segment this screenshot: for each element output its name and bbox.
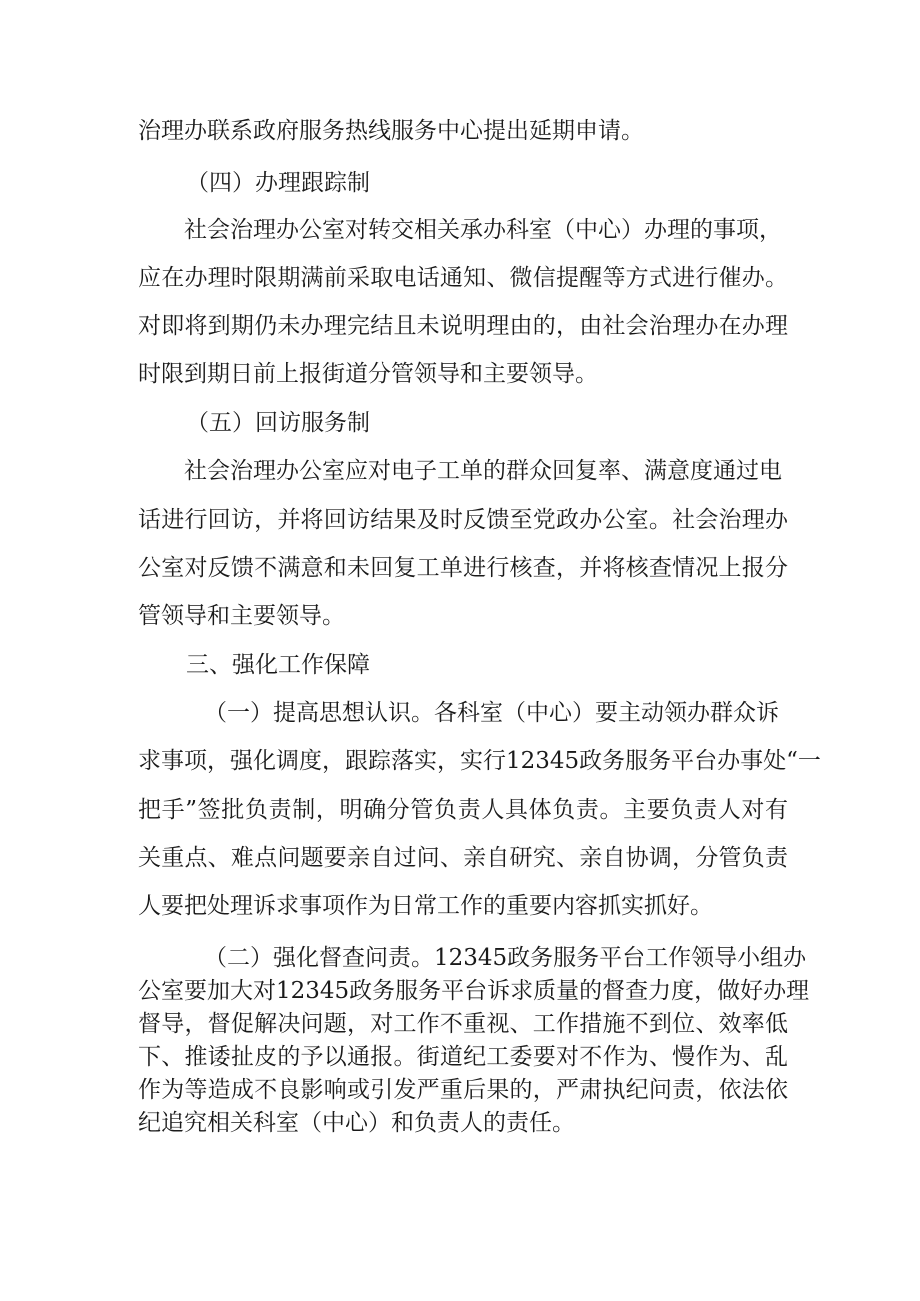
paragraph-line: 人要把处理诉求事项作为日常工作的重要内容抓实抓好。 [138, 893, 713, 919]
paragraph-line: 社会治理办公室对转交相关承办科室（中心）办理的事项， [184, 217, 782, 243]
chapter-heading-3: 三、强化工作保障 [186, 652, 370, 678]
paragraph-line: 关重点、难点问题要亲自过问、亲自研究、亲自协调，分管负责 [138, 845, 788, 871]
paragraph-line: 下、推诿扯皮的予以通报。街道纪工委要对不作为、慢作为、乱 [138, 1044, 788, 1070]
paragraph-line: 社会治理办公室应对电子工单的群众回复率、满意度通过电 [184, 458, 782, 484]
paragraph-line: 对即将到期仍未办理完结且未说明理由的，由社会治理办在办理 [138, 313, 788, 339]
paragraph-line: 作为等造成不良影响或引发严重后果的，严肃执纪问责，依法依 [138, 1077, 788, 1103]
paragraph-line: 求事项，强化调度，跟踪落实，实行12345政务服务平台办事处“一 [138, 748, 821, 774]
paragraph-line: 把手”签批负责制，明确分管负责人具体负责。主要负责人对有 [138, 797, 788, 823]
paragraph-line: （二）强化督查问责。12345政务服务平台工作领导小组办 [204, 945, 807, 971]
paragraph-line: 话进行回访，并将回访结果及时反馈至党政办公室。社会治理办 [138, 507, 788, 533]
section-heading-4: （四）办理跟踪制 [186, 170, 370, 196]
paragraph-line: 治理办联系政府服务热线服务中心提出延期申请。 [138, 118, 644, 144]
paragraph-line: 纪追究相关科室（中心）和负责人的责任。 [138, 1110, 575, 1136]
paragraph-line: 公室对反馈不满意和未回复工单进行核查，并将核查情况上报分 [138, 555, 788, 581]
section-heading-5: （五）回访服务制 [186, 410, 370, 436]
paragraph-line: 公室要加大对12345政务服务平台诉求质量的督查力度，做好办理 [138, 978, 810, 1004]
paragraph-line: 督导，督促解决问题，对工作不重视、工作措施不到位、效率低 [138, 1011, 788, 1037]
paragraph-line: （一）提高思想认识。各科室（中心）要主动领办群众诉 [204, 700, 779, 726]
paragraph-line: 应在办理时限期满前采取电话通知、微信提醒等方式进行催办。 [138, 265, 788, 291]
paragraph-line: 管领导和主要领导。 [138, 603, 345, 629]
paragraph-line: 时限到期日前上报街道分管领导和主要领导。 [138, 361, 598, 387]
